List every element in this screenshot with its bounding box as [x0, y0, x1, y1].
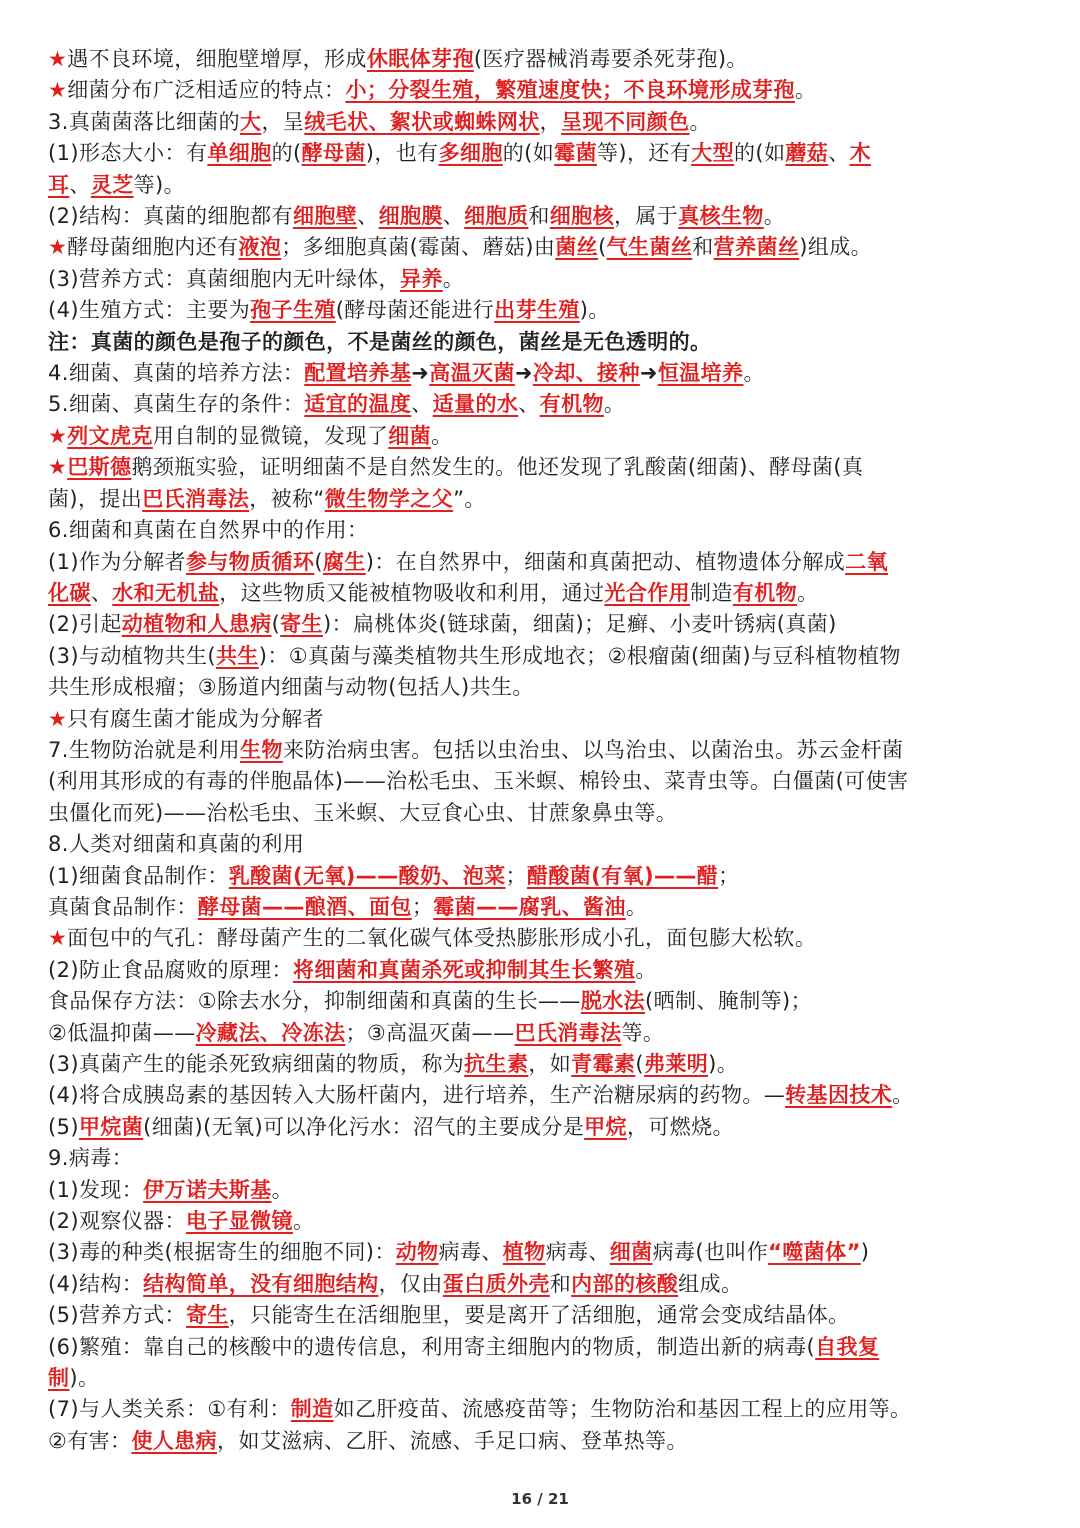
text-segment: (4)将合成胰岛素的基因转入大肠杆菌内，进行培养，生产治糖尿病的药物。—	[48, 1083, 786, 1108]
key-term: 适量的水	[432, 392, 519, 417]
text-segment: ”。	[453, 486, 486, 511]
key-term: 绒毛状、絮状或蜘蛛网状	[304, 109, 540, 134]
key-term: 适宜的温度	[304, 392, 412, 417]
text-segment: 。	[431, 423, 453, 448]
text-segment: 。	[271, 1177, 293, 1202]
key-term: 菌丝	[555, 235, 599, 260]
text-line	[48, 1269, 1042, 1300]
text-segment: 面包中的气孔：酵母菌产生的二氧化碳气体受热膨胀形成小孔，面包膨大松软。	[67, 926, 817, 951]
text-segment: 6.细菌和真菌在自然界中的作用：	[48, 518, 369, 543]
key-term: 二氧	[845, 549, 888, 574]
key-term: 弗莱明	[643, 1052, 709, 1076]
text-line	[48, 641, 1042, 672]
text-segment: ，被称“	[249, 486, 325, 511]
key-term: 高温灭菌	[429, 361, 515, 386]
key-term: 寄生	[280, 612, 323, 637]
text-line	[48, 672, 1042, 703]
key-term: 多细胞	[438, 141, 503, 166]
text-line	[48, 798, 1042, 829]
document-body	[48, 44, 1042, 1457]
star-icon: ★	[48, 706, 68, 731]
key-term: 光合作用	[604, 580, 691, 605]
key-term: 制造	[290, 1397, 334, 1422]
text-segment: (	[598, 235, 607, 260]
text-segment: (晒制、腌制等)；	[645, 989, 813, 1014]
text-line	[48, 1300, 1042, 1331]
star-icon: ★	[48, 423, 68, 448]
key-term: 转基因技术	[785, 1083, 893, 1108]
text-segment: ，如	[528, 1052, 572, 1076]
text-segment: 。	[442, 266, 465, 291]
star-icon: ★	[48, 455, 68, 480]
key-term: 木	[849, 141, 872, 166]
text-segment: (3)毒的种类(根据寄生的细胞不同)：	[48, 1240, 396, 1265]
text-segment: 。	[743, 361, 765, 386]
text-segment: 等)。	[133, 172, 186, 197]
text-line	[48, 201, 1042, 232]
text-segment: 3.真菌菌落比细菌的	[48, 109, 241, 134]
key-term: 细胞核	[549, 204, 614, 229]
text-line	[48, 1332, 1042, 1363]
text-line	[48, 578, 1042, 609]
text-line	[48, 986, 1042, 1017]
key-term: 大型	[691, 141, 734, 166]
text-segment: (1)作为分解者	[48, 549, 186, 574]
key-term: 微生物学之父	[324, 486, 454, 511]
text-line	[48, 1049, 1042, 1080]
text-segment: (4)结构：	[48, 1271, 144, 1296]
text-line	[48, 358, 1042, 389]
text-segment: 制造	[690, 580, 733, 605]
key-term: 细菌	[609, 1240, 653, 1265]
text-segment: (3)营养方式：真菌细胞内无叶绿体，	[48, 266, 400, 291]
key-term: 乳酸菌(无氧)——酸奶、泡菜	[228, 863, 506, 888]
key-term: 甲烷	[584, 1114, 627, 1139]
text-segment: 的(	[271, 141, 302, 166]
text-segment: ➜	[514, 361, 533, 386]
text-line	[48, 1143, 1042, 1174]
key-term: 气生菌丝	[606, 235, 693, 260]
text-line	[48, 75, 1042, 106]
text-segment: 、	[442, 204, 465, 229]
text-line	[48, 1080, 1042, 1111]
text-segment: ，如艾滋病、乙肝、流感、手足口病、登革热等。	[217, 1428, 688, 1453]
text-segment: 。	[797, 580, 819, 605]
text-line	[48, 1018, 1042, 1049]
key-term: 使人患病	[131, 1428, 218, 1453]
key-term: 腐生	[322, 549, 366, 574]
text-segment: )。	[579, 298, 610, 323]
key-term: 配置培养基	[304, 361, 412, 386]
text-line	[48, 1175, 1042, 1206]
star-icon: ★	[48, 47, 68, 71]
text-line	[48, 735, 1042, 766]
text-segment: 等)，还有	[596, 141, 692, 166]
text-segment: )。	[69, 1366, 100, 1391]
text-line	[48, 232, 1042, 263]
text-line	[48, 955, 1042, 986]
text-segment: 菌)，提出	[48, 486, 143, 511]
text-segment: (2)观察仪器：	[48, 1209, 186, 1234]
text-segment: 组成。	[678, 1271, 743, 1296]
text-segment: (1)发现：	[48, 1177, 144, 1202]
text-segment: (2)引起	[48, 612, 122, 637]
text-segment: ，这些物质又能被植物吸收和利用，通过	[219, 580, 605, 605]
key-term: 耳	[48, 172, 70, 197]
key-term: 恒温培养	[657, 361, 744, 386]
text-segment: 。	[635, 957, 657, 982]
text-segment: (	[314, 549, 323, 574]
key-term: 蛋白质外壳	[442, 1271, 550, 1296]
text-segment: )	[860, 1240, 870, 1265]
text-segment: ，仅由	[378, 1271, 443, 1296]
text-line	[48, 547, 1042, 578]
text-segment: 、	[828, 141, 850, 166]
text-segment: (酵母菌还能进行	[335, 298, 495, 323]
key-term: 出芽生殖	[494, 298, 580, 323]
key-term: 冷却、接种	[532, 361, 640, 386]
key-term: 甲烷菌	[78, 1114, 144, 1139]
text-segment: (5)	[48, 1114, 79, 1139]
text-segment: 和	[528, 204, 550, 229]
key-term: 细胞壁	[292, 204, 358, 229]
text-segment: 和	[692, 235, 714, 260]
text-segment: (6)繁殖：靠自己的核酸中的遗传信息，利用寄主细胞内的物质，制造出新的病毒(	[48, 1334, 816, 1359]
key-term: 异养	[399, 266, 443, 291]
text-segment: )：①真菌与藻类植物共生形成地衣；②根瘤菌(细菌)与豆科植物植物	[258, 643, 901, 668]
text-segment: 病毒、	[438, 1240, 503, 1265]
text-line	[48, 861, 1042, 892]
key-term: 蘑菇	[785, 141, 829, 166]
key-term: 酵母菌——酿酒、面包	[197, 894, 412, 919]
text-segment: 和	[549, 1271, 572, 1296]
text-line	[48, 1112, 1042, 1143]
text-segment: (7)与人类关系：①有利：	[48, 1397, 291, 1422]
text-line	[48, 892, 1042, 923]
key-term: 将细菌和真菌杀死或抑制其生长繁殖	[292, 957, 636, 982]
text-line	[48, 515, 1042, 546]
text-line	[48, 107, 1042, 138]
key-term: 植物	[502, 1240, 546, 1265]
text-segment: 、	[69, 172, 91, 197]
key-term: 细胞质	[464, 204, 529, 229]
text-segment: ，属于	[613, 204, 679, 229]
key-term: 真核生物	[678, 204, 764, 229]
key-term: 内部的核酸	[571, 1271, 679, 1296]
text-line	[48, 170, 1042, 201]
text-segment: 5.细菌、真菌生存的条件：	[48, 392, 305, 417]
key-term: 有机物	[732, 580, 798, 605]
key-term: 动植物和人患病	[121, 612, 272, 637]
text-segment: 。	[892, 1083, 914, 1108]
text-segment: (细菌)(无氧)可以净化污水：沼气的主要成分是	[143, 1114, 585, 1139]
key-term: 冷藏法、冷冻法	[195, 1020, 346, 1045]
key-term: 酵母菌	[301, 141, 366, 166]
star-icon: ★	[48, 926, 68, 951]
text-line	[48, 295, 1042, 326]
text-line	[48, 766, 1042, 797]
text-segment: 遇不良环境，细胞壁增厚，形成	[67, 47, 367, 71]
text-segment: 。	[603, 392, 626, 417]
key-term: 霉菌	[554, 141, 597, 166]
key-term: 液泡	[238, 235, 282, 260]
key-term: 呈现不同颜色	[561, 109, 690, 134]
text-line	[48, 1426, 1042, 1457]
star-icon: ★	[48, 235, 68, 260]
text-line	[48, 327, 1042, 358]
text-line	[48, 609, 1042, 640]
text-segment: 鹅颈瓶实验，证明细菌不是自然发生的。他还发现了乳酸菌(细菌)、酵母菌(真	[131, 455, 864, 480]
text-segment: (医疗器械消毒要杀死芽孢)。	[473, 47, 748, 71]
text-segment: 的(如	[734, 141, 786, 166]
key-term: 营养菌丝	[713, 235, 800, 260]
text-segment: ，呈	[261, 109, 305, 134]
text-segment: (5)营养方式：	[48, 1303, 186, 1328]
text-segment: 虫僵化而死)——治松毛虫、玉米螟、大豆食心虫、甘蔗象鼻虫等。	[48, 800, 678, 825]
text-segment: 4.细菌、真菌的培养方法：	[48, 361, 305, 386]
key-term: 醋酸菌(有氧)——醋	[526, 863, 719, 888]
text-segment: ②有害：	[48, 1428, 132, 1453]
text-line	[48, 138, 1042, 169]
text-segment: 。	[763, 204, 786, 229]
text-line	[48, 1237, 1042, 1268]
text-segment: (2)防止食品腐败的原理：	[48, 957, 293, 982]
key-term: 共生	[215, 643, 259, 668]
text-segment: 共生形成根瘤；③肠道内细菌与动物(包括人)共生。	[48, 675, 534, 700]
key-term: 结构简单，没有细胞结构	[143, 1271, 379, 1296]
key-term: 水和无机盐	[112, 580, 220, 605]
text-segment: 病毒(也叫作	[652, 1240, 769, 1265]
text-segment: 8.人类对细菌和真菌的利用	[48, 832, 305, 857]
key-term: 制	[48, 1366, 70, 1391]
text-segment: (	[271, 612, 281, 637]
text-segment: ；	[411, 894, 434, 919]
text-segment: 细菌分布广泛相适应的特点：	[67, 78, 346, 103]
key-term: 伊万诺夫斯基	[143, 1177, 272, 1202]
text-segment: 来防治病虫害。包括以虫治虫、以鸟治虫、以菌治虫。苏云金杆菌	[282, 737, 904, 762]
text-segment: 真菌食品制作：	[48, 894, 198, 919]
text-segment: ，	[539, 109, 562, 134]
text-segment: 、	[90, 580, 113, 605]
text-segment: (1)形态大小：有	[48, 141, 208, 166]
text-segment: (利用其形成的有毒的伴胞晶体)——治松毛虫、玉米螟、棉铃虫、菜青虫等。白僵菌(可使害	[48, 769, 909, 794]
text-segment: (3)与动植物共生(	[48, 643, 216, 668]
text-segment: (	[635, 1052, 644, 1076]
text-segment: ➜	[411, 361, 430, 386]
key-term: 电子显微镜	[185, 1209, 293, 1234]
text-line	[48, 1394, 1042, 1425]
key-term: 脱水法	[580, 989, 646, 1014]
key-term: 化碳	[48, 580, 91, 605]
text-segment: 。	[625, 894, 648, 919]
text-segment: )，也有	[365, 141, 439, 166]
text-segment: 用自制的显微镜，发现了	[152, 423, 389, 448]
note-text: 注：真菌的颜色是孢子的颜色，不是菌丝的颜色，菌丝是无色透明的。	[48, 329, 712, 354]
text-segment: )：扁桃体炎(链球菌，细菌)；足癣、小麦叶锈病(真菌)	[322, 612, 837, 637]
text-segment: 、	[518, 392, 540, 417]
star-icon: ★	[48, 78, 68, 103]
text-segment: 。	[794, 78, 817, 103]
text-segment: 。	[292, 1209, 315, 1234]
text-line	[48, 1363, 1042, 1394]
key-term: 自我复	[815, 1334, 880, 1359]
key-term: 列文虎克	[67, 423, 153, 448]
key-term: 巴氏消毒法	[514, 1020, 622, 1045]
key-term: 休眠体芽孢	[366, 47, 474, 71]
text-segment: ；	[718, 863, 740, 888]
key-term: 寄生	[185, 1303, 229, 1328]
text-line	[48, 1206, 1042, 1237]
text-line	[48, 389, 1042, 420]
key-term: 细菌	[388, 423, 432, 448]
text-segment: 、	[411, 392, 433, 417]
key-term: 巴斯德	[67, 455, 132, 480]
text-segment: 酵母菌细胞内还有	[67, 235, 239, 260]
text-segment: ，可燃烧。	[626, 1114, 734, 1139]
text-line	[48, 829, 1042, 860]
key-term: 有机物	[539, 392, 604, 417]
text-segment: )：在自然界中，细菌和真菌把动、植物遗体分解成	[365, 549, 846, 574]
text-line	[48, 923, 1042, 954]
key-term: 生物	[240, 737, 283, 762]
key-term: 青霉素	[571, 1052, 636, 1076]
text-segment: 7.生物防治就是利用	[48, 737, 241, 762]
text-segment: 、	[357, 204, 379, 229]
key-term: 大	[240, 109, 262, 134]
key-term: 动物	[395, 1240, 439, 1265]
text-segment: 只有腐生菌才能成为分解者	[67, 706, 325, 731]
text-segment: )。	[708, 1052, 739, 1076]
text-segment: )组成。	[799, 235, 873, 260]
text-line	[48, 264, 1042, 295]
text-segment: 如乙肝疫苗、流感疫苗等；生物防治和基因工程上的应用等。	[333, 1397, 912, 1422]
key-term: 参与物质循环	[185, 549, 315, 574]
text-segment: (1)细菌食品制作：	[48, 863, 229, 888]
key-term: 霉菌——腐乳、酱油	[433, 894, 626, 919]
text-segment: (3)真菌产生的能杀死致病细菌的物质，称为	[48, 1052, 465, 1076]
text-segment: ②低温抑菌——	[48, 1020, 196, 1045]
text-line	[48, 421, 1042, 452]
text-segment: (4)生殖方式：主要为	[48, 298, 251, 323]
text-line	[48, 44, 1042, 75]
text-segment: ；	[505, 863, 527, 888]
text-segment: 食品保存方法：①除去水分，抑制细菌和真菌的生长——	[48, 989, 581, 1014]
key-term: 细胞膜	[378, 204, 443, 229]
key-term: 灵芝	[90, 172, 134, 197]
text-line	[48, 704, 1042, 735]
page-number: 16 / 21	[511, 1490, 569, 1508]
key-term: 巴氏消毒法	[142, 486, 250, 511]
text-segment: ；③高温灭菌——	[345, 1020, 515, 1045]
key-term: “噬菌体”	[768, 1240, 861, 1265]
text-segment: 的(如	[502, 141, 555, 166]
text-segment: ➜	[639, 361, 658, 386]
text-segment: ，只能寄生在活细胞里，要是离开了活细胞，通常会变成结晶体。	[228, 1303, 850, 1328]
key-term: 抗生素	[464, 1052, 529, 1076]
text-segment: (2)结构：真菌的细胞都有	[48, 204, 293, 229]
text-segment: ；多细胞真菌(霉菌、蘑菇)由	[281, 235, 556, 260]
text-line	[48, 452, 1042, 483]
key-term: 小；分裂生殖，繁殖速度快；不良环境形成芽孢	[345, 78, 795, 103]
text-segment: 。	[689, 109, 711, 134]
key-term: 单细胞	[207, 141, 272, 166]
text-segment: 9.病毒：	[48, 1146, 134, 1171]
text-line	[48, 484, 1042, 515]
text-segment: 等。	[621, 1020, 665, 1045]
key-term: 孢子生殖	[250, 298, 336, 323]
text-segment: 病毒、	[545, 1240, 610, 1265]
